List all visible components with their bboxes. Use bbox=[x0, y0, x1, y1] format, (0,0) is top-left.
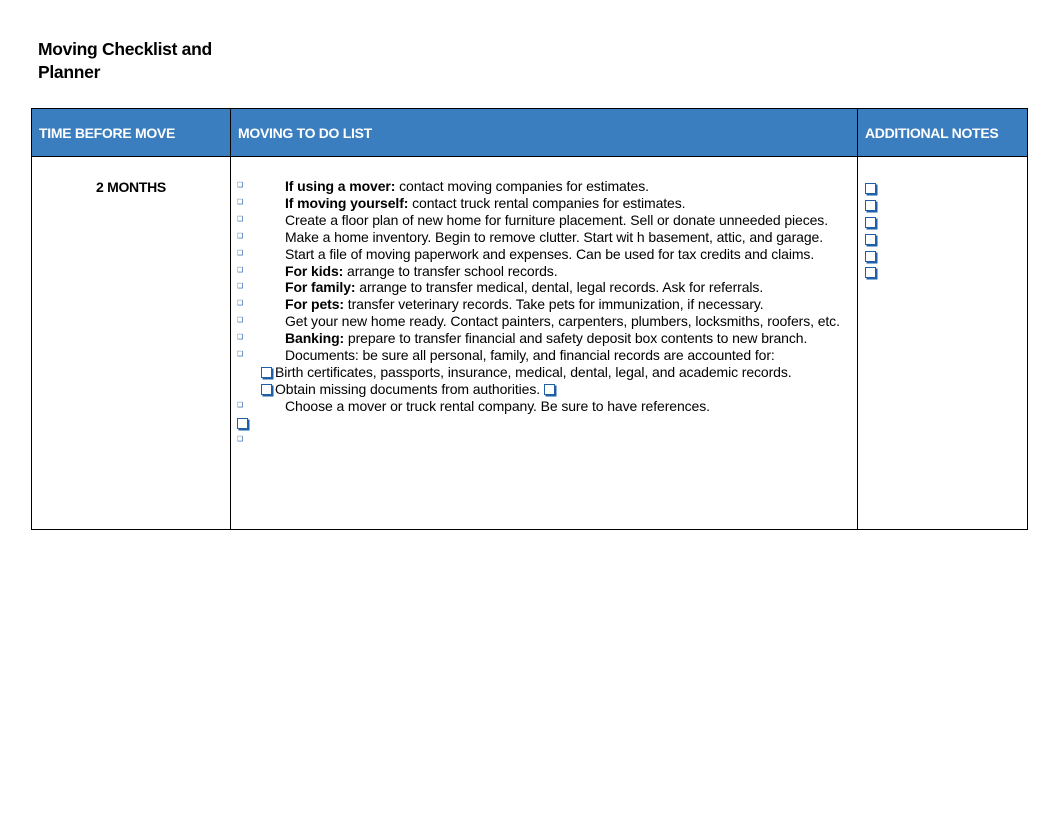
todo-cell bbox=[231, 157, 858, 530]
notes-checkbox-line bbox=[865, 248, 1027, 265]
todo-item-text: contact moving companies for estimates. bbox=[395, 178, 649, 194]
table-header-row bbox=[32, 109, 1028, 157]
moving-planner-table bbox=[31, 108, 1028, 530]
small-checkbox-icon[interactable]: ❑ bbox=[237, 249, 244, 257]
todo-item-text: Choose a mover or truck rental company. Be sure to have references. bbox=[285, 397, 710, 414]
checkbox-icon[interactable] bbox=[865, 267, 876, 278]
todo-item-label: For pets: bbox=[285, 296, 344, 313]
list-item bbox=[237, 246, 851, 263]
checkbox-icon[interactable] bbox=[261, 367, 272, 378]
checkbox-icon[interactable] bbox=[865, 234, 876, 245]
list-item bbox=[237, 347, 851, 364]
sub-list-item-text: Obtain missing documents from authorities. bbox=[275, 380, 541, 397]
document-title-line-1: Moving Checklist and bbox=[38, 39, 212, 59]
small-checkbox-icon[interactable]: ❑ bbox=[237, 182, 244, 189]
todo-item-label: If using a mover: bbox=[285, 178, 396, 194]
checkbox-icon[interactable] bbox=[865, 251, 876, 262]
todo-item-text: Make a home inventory. Begin to remove clutter. Start wit h basement, attic, and garage. bbox=[285, 228, 824, 245]
sub-list-item bbox=[237, 364, 851, 381]
final-todo-item bbox=[237, 398, 851, 415]
list-item bbox=[237, 178, 851, 195]
notes-checkbox-line bbox=[865, 214, 1027, 231]
list-item bbox=[237, 212, 851, 229]
todo-item-label: If moving yourself: bbox=[285, 194, 409, 211]
document-title bbox=[38, 38, 258, 84]
checkbox-icon[interactable] bbox=[865, 200, 876, 211]
empty-checkbox-line bbox=[237, 415, 851, 432]
list-item bbox=[237, 229, 851, 246]
checkbox-icon[interactable] bbox=[261, 384, 272, 395]
small-checkbox-icon[interactable]: ❑ bbox=[237, 334, 244, 342]
todo-list bbox=[237, 178, 851, 364]
todo-item-text: transfer veterinary records. Take pets for immunization, if necessary. bbox=[344, 296, 764, 313]
sub-list-item bbox=[237, 381, 851, 398]
checkbox-icon[interactable] bbox=[237, 418, 248, 429]
todo-item-text: Create a floor plan of new home for furniture placement. Sell or donate unneeded pieces. bbox=[285, 211, 828, 228]
small-checkbox-icon[interactable]: ❑ bbox=[237, 232, 244, 240]
time-cell: 2 MONTHS bbox=[32, 157, 231, 530]
small-checkbox-icon[interactable]: ❑ bbox=[237, 317, 244, 325]
small-checkbox-icon[interactable]: ❑ bbox=[237, 401, 244, 409]
checkbox-icon[interactable] bbox=[544, 384, 555, 395]
todo-item-text: prepare to transfer financial and safety deposit box contents to new branch. bbox=[344, 330, 808, 347]
notes-checkbox-line bbox=[865, 264, 1027, 281]
document-title-line-2: Planner bbox=[38, 62, 101, 82]
list-item bbox=[237, 279, 851, 296]
notes-cell bbox=[858, 157, 1028, 530]
list-item bbox=[237, 195, 851, 212]
empty-bullet-line bbox=[237, 432, 851, 449]
todo-item-text: Documents: be sure all personal, family, and financial records are accounted for: bbox=[285, 347, 775, 364]
small-checkbox-icon[interactable]: ❑ bbox=[237, 215, 244, 223]
todo-item-label: For kids: bbox=[285, 262, 344, 279]
notes-checkbox-list bbox=[865, 180, 1027, 281]
todo-item-text: Get your new home ready. Contact painters, carpenters, plumbers, locksmiths, roofers, etc. bbox=[285, 313, 840, 330]
notes-checkbox-line bbox=[865, 231, 1027, 248]
small-checkbox-icon[interactable]: ❑ bbox=[237, 266, 244, 274]
list-item bbox=[237, 313, 851, 330]
table-row bbox=[32, 157, 1028, 530]
document-sub-list bbox=[237, 364, 851, 398]
notes-checkbox-line bbox=[865, 197, 1027, 214]
small-checkbox-icon[interactable]: ❑ bbox=[237, 300, 244, 308]
list-item bbox=[237, 263, 851, 280]
header-additional-notes: ADDITIONAL NOTES bbox=[858, 109, 1028, 157]
small-checkbox-icon[interactable]: ❑ bbox=[237, 283, 244, 291]
checkbox-icon[interactable] bbox=[865, 217, 876, 228]
list-item bbox=[237, 330, 851, 347]
header-moving-to-do-list: MOVING TO DO LIST bbox=[231, 109, 858, 157]
todo-item-text: arrange to transfer school records. bbox=[343, 262, 558, 279]
header-time-before-move: TIME BEFORE MOVE bbox=[32, 109, 231, 157]
todo-item-label: For family: bbox=[285, 279, 356, 296]
todo-item-text: contact truck rental companies for estimates. bbox=[408, 194, 686, 211]
list-item bbox=[237, 398, 851, 415]
checkbox-icon[interactable] bbox=[865, 183, 876, 194]
todo-item-label: Banking: bbox=[285, 330, 345, 347]
small-checkbox-icon[interactable]: ❑ bbox=[237, 351, 244, 359]
small-checkbox-icon: ❑ bbox=[237, 435, 244, 443]
notes-checkbox-line bbox=[865, 180, 1027, 197]
small-checkbox-icon[interactable]: ❑ bbox=[237, 198, 244, 206]
list-item bbox=[237, 296, 851, 313]
sub-list-item-text: Birth certificates, passports, insurance, medical, dental, legal, and academic records. bbox=[275, 363, 792, 380]
todo-item-text: arrange to transfer medical, dental, legal records. Ask for referrals. bbox=[355, 279, 764, 296]
todo-item-text: Start a file of moving paperwork and expenses. Can be used for tax credits and claims. bbox=[285, 245, 815, 262]
